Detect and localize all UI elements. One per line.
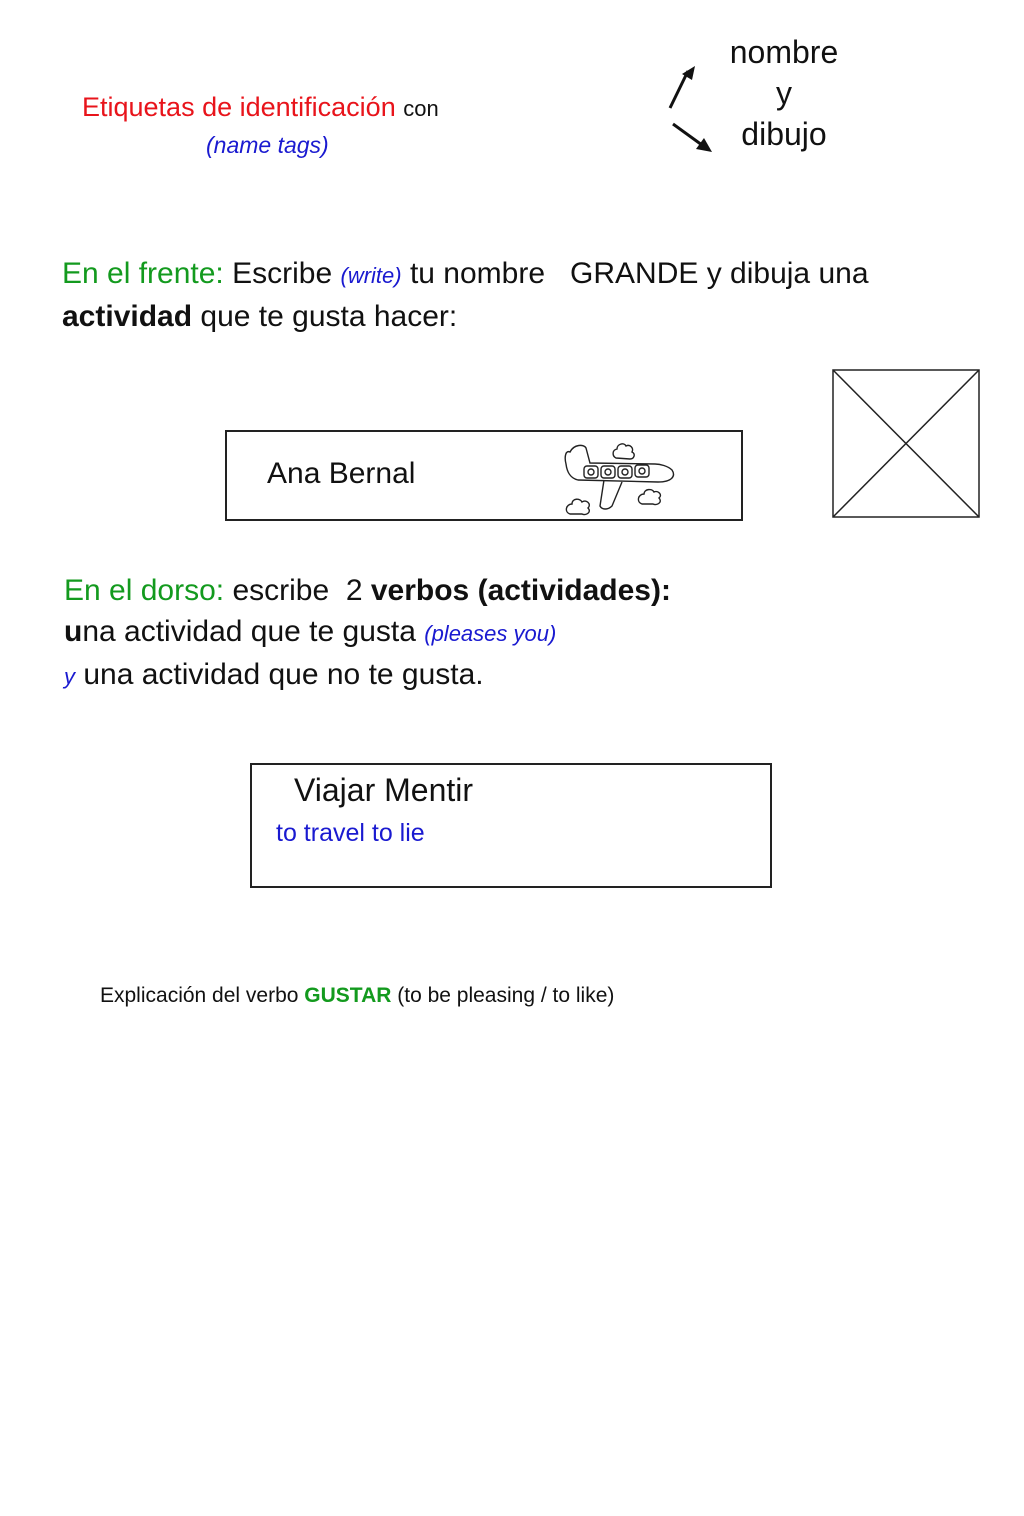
crossed-box-icon	[832, 369, 980, 518]
pleases-note: (pleases you)	[424, 621, 557, 646]
page-subtitle: (name tags)	[206, 132, 329, 158]
back-line3-y: y	[64, 664, 75, 689]
page-title	[82, 92, 439, 123]
name-tag-back-example	[250, 763, 772, 888]
airplane-drawing-icon	[560, 436, 680, 522]
back-text-1: escribe 2	[232, 574, 363, 607]
explanation-text-2: (to be pleasing / to like)	[397, 984, 615, 1007]
front-instructions	[62, 253, 869, 337]
gustar-explanation	[100, 984, 614, 1008]
legend-line-1: nombre	[729, 34, 839, 70]
front-lead: En el frente:	[62, 257, 224, 290]
title-text: Etiquetas de identificación	[82, 92, 396, 122]
legend-line-3: dibujo	[741, 116, 827, 152]
legend-name-and-drawing	[724, 32, 844, 155]
explanation-verb: GUSTAR	[304, 984, 392, 1007]
example-verbs: Viajar Mentir	[294, 772, 474, 808]
example-verbs-english: to travel to lie	[276, 819, 425, 847]
front-text-2: tu nombre GRANDE y dibuja una	[409, 257, 869, 290]
front-bold-word: actividad	[62, 300, 193, 333]
name-tag-front-example	[225, 430, 743, 521]
front-text-3: que te gusta hacer:	[200, 300, 458, 333]
back-line2-initial: u	[64, 615, 83, 648]
explanation-text-1: Explicación del verbo	[100, 984, 299, 1007]
back-line2-rest: na actividad que te gusta	[82, 615, 416, 648]
legend-line-2: y	[776, 75, 792, 111]
back-instructions	[64, 570, 671, 697]
write-note: (write)	[340, 263, 402, 288]
two-arrows-icon	[662, 62, 722, 158]
title-suffix: con	[403, 96, 439, 121]
front-text-1: Escribe	[232, 257, 333, 290]
back-bold-phrase: verbos (actividades):	[370, 574, 671, 607]
back-lead: En el dorso:	[64, 574, 225, 607]
example-name: Ana Bernal	[267, 457, 416, 490]
back-line3-rest: una actividad que no te gusta.	[83, 658, 484, 691]
